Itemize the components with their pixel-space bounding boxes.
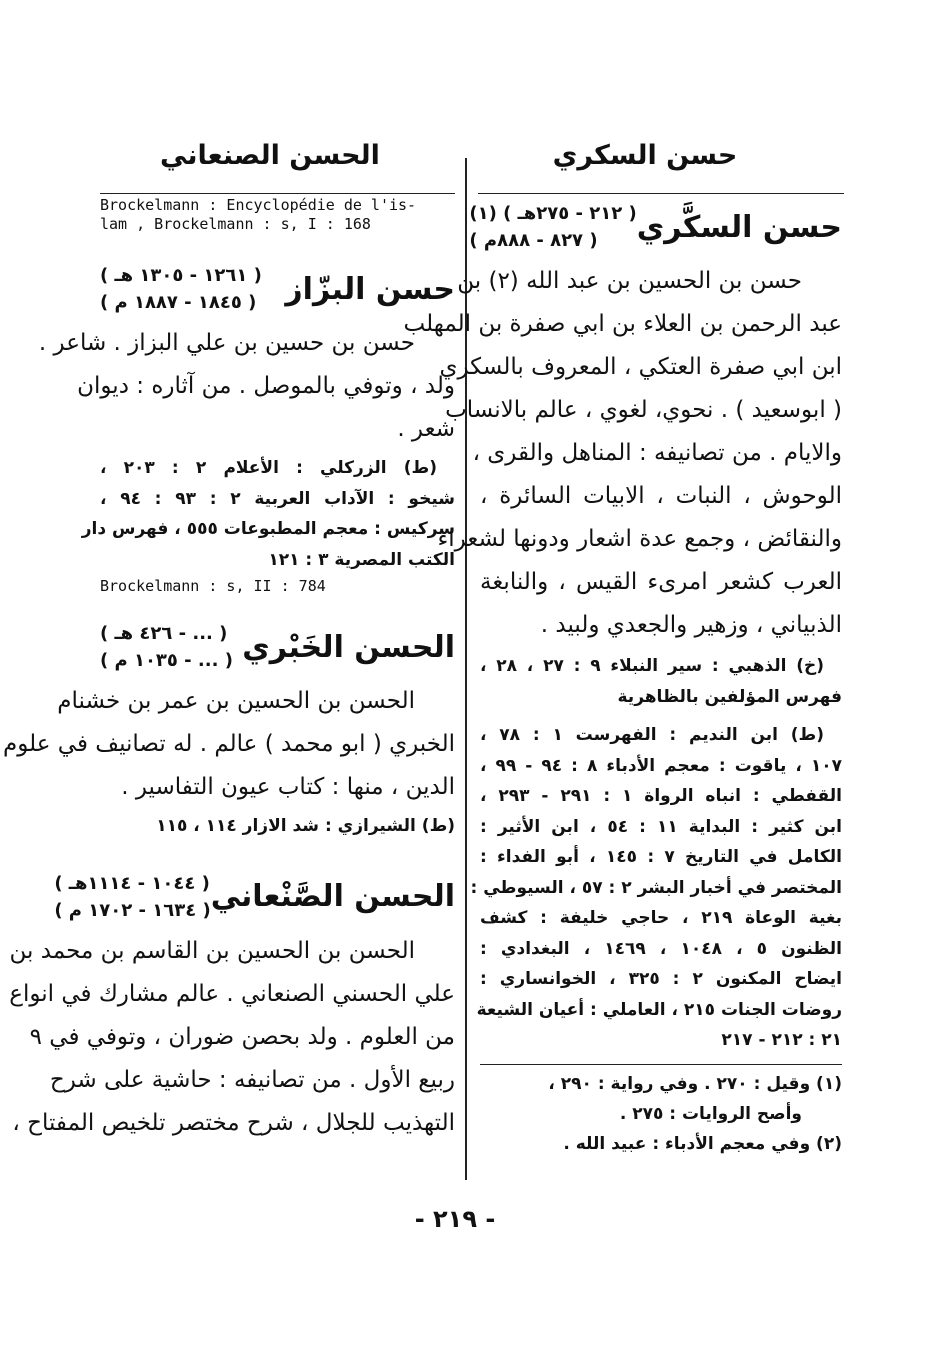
latin-ref-line: Brockelmann : s, II : 784 (100, 577, 326, 595)
entry-name: الحسن الخَبْري (242, 629, 455, 665)
body-line: عبد الرحمن بن العلاء بن ابي صفرة بن المهلب (403, 311, 842, 337)
dates-hijri: ( ١٢٦١ - ١٣٠٥ هـ ) (100, 265, 262, 286)
entry-heading (54, 870, 455, 924)
body-line: الخبري ( ابو محمد ) عالم . له تصانيف في علوم (3, 731, 455, 757)
entry-name: الحسن الصَّنْعاني (210, 879, 455, 914)
entry-name: حسن السكَّري (636, 209, 842, 245)
ref-line: روضات الجنات ٢١٥ ، العاملي : أعيان الشيعة (476, 999, 842, 1020)
ref-line: فهرس المؤلفين بالظاهرية (617, 686, 842, 707)
body-line: الحسن بن الحسين بن عمر بن خشنام (57, 688, 415, 714)
body-line: الدين ، منها : كتاب عيون التفاسير . (121, 774, 455, 800)
ref-line: شيخو : الآداب العربية ٢ : ٩٣ : ٩٤ ، (100, 488, 455, 509)
entry-references (81, 453, 455, 575)
ref-line: ١٠٧ ، ياقوت : معجم الأدباء ٨ : ٩٤ - ٩٩ ، (480, 755, 842, 776)
body-line: الحسن بن الحسين بن القاسم بن محمد بن (9, 937, 415, 964)
dates-gregorian: ( ١٨٤٥ - ١٨٨٧ م ) (100, 292, 257, 313)
body-line: حسن بن حسين بن علي البزاز . شاعر . (38, 330, 415, 356)
entry-body (9, 930, 455, 1145)
left-column (3, 196, 455, 1145)
entry-body (3, 680, 455, 809)
ref-line: ٢١ : ٢١٢ - ٢١٧ (721, 1030, 842, 1050)
ref-line: بغية الوعاة ٢١٩ ، حاجي خليفة : كشف (480, 908, 842, 928)
footnote-rule (480, 1064, 842, 1065)
ref-line: المختصر في أخبار البشر ٢ : ٥٧ ، السيوطي : (470, 877, 842, 898)
entry-dates (54, 870, 210, 924)
entry-dates (100, 620, 233, 674)
ref-line: الكتب المصرية ٣ : ١٢١ (268, 549, 455, 570)
ref-line: ابن كثير : البداية ١١ : ٥٤ ، ابن الأثير : (480, 816, 843, 837)
body-line: والنقائض ، وجمع عدة اشعار ودونها لشعراء (437, 526, 842, 552)
dates-gregorian: ( ٨٢٧ - ٨٨٨م ) (469, 230, 598, 251)
dates-hijri: ( ٢١٢ - ٢٧٥هـ ) (١) (469, 203, 637, 224)
body-line: علي الحسني الصنعاني . عالم مشارك في انواع (9, 980, 455, 1007)
ref-line: الكامل في التاريخ ٧ : ١٤٥ ، أبو الفداء : (480, 847, 842, 867)
dates-gregorian: ( ١٦٣٤ - ١٧٠٢ م ) (54, 899, 211, 921)
entry-references (100, 811, 455, 842)
ref-line: القفطي : انباه الرواة ١ : ٢٩١ - ٢٩٣ ، (480, 786, 842, 806)
body-line: حسن بن الحسين بن عبد الله (٢) بن (457, 268, 802, 294)
entry-dates (469, 200, 636, 254)
ref-line: ايضاح المكنون ٢ : ٣٢٥ ، الخوانساري : (480, 969, 842, 989)
ref-line: (ط) الشيرازي : شد الازار ١١٤ ، ١١٥ (156, 816, 455, 836)
header-rule-left (100, 193, 455, 194)
right-column (403, 196, 843, 1159)
body-line: ( ابوسعيد ) . نحوي، لغوي ، عالم بالانساب (445, 397, 842, 423)
running-header-right: حسن السكري (552, 140, 738, 171)
ref-line: سركيس : معجم المطبوعات ٥٥٥ ، فهرس دار (81, 519, 455, 539)
footnote: وأصح الروايات : ٢٧٥ . (619, 1103, 802, 1124)
entry-heading (469, 200, 842, 254)
footnote: (١) وقيل : ٢٧٠ . وفي رواية : ٢٩٠ ، (548, 1073, 842, 1094)
body-line: والايام . من تصانيفه : المناهل والقرى ، (472, 440, 842, 466)
body-line: الذبياني ، وزهير والجعدي ولبيد . (540, 612, 842, 638)
body-line: ولد ، وتوفي بالموصل . من آثاره : ديوان (77, 373, 455, 399)
latin-references (100, 196, 455, 234)
body-line: ربيع الأول . من تصانيفه : حاشية على شرح (49, 1066, 455, 1093)
running-header-left: الحسن الصنعاني (160, 140, 380, 171)
entry-name: حسن البزّاز (285, 271, 455, 307)
ref-line: الظنون ٥ ، ١٠٤٨ ، ١٤٦٩ ، البغدادي : (480, 938, 843, 959)
body-line: التهذيب للجلال ، شرح مختصر تلخيص المفتاح ، (12, 1109, 455, 1136)
ref-line: (ط) ابن النديم : الفهرست ١ : ٧٨ ، (480, 725, 824, 745)
entry-heading (100, 262, 455, 316)
dates-gregorian: ( ... - ١٠٣٥ م ) (100, 650, 233, 671)
latin-ref-line: lam , Brockelmann : s, I : 168 (100, 215, 371, 233)
body-line: العرب كشعر امرىء القيس ، والنابغة (480, 569, 842, 595)
entry-dates (100, 262, 262, 316)
entry-body (38, 322, 455, 451)
page-number: - ٢١٩ - (414, 1205, 496, 1233)
ref-line: (ط) الزركلي : الأعلام ٢ : ٢٠٣ ، (100, 458, 437, 478)
dates-hijri: ( ... - ٤٢٦ هـ ) (100, 623, 228, 644)
body-line: الوحوش ، النبات ، الابيات السائرة ، (480, 483, 842, 509)
footnote: (٢) وفي معجم الأدباء : عبيد الله . (563, 1133, 842, 1154)
body-line: شعر . (397, 416, 455, 442)
header-rule-right (478, 193, 844, 194)
entry-references (470, 651, 843, 1056)
dates-hijri: ( ١٠٤٤ - ١١١٤هـ ) (54, 872, 210, 894)
ref-line: (خ) الذهبي : سير النبلاء ٩ : ٢٧ ، ٢٨ ، (480, 656, 824, 676)
body-line: ابن ابي صفرة العتكي ، المعروف بالسكري (439, 354, 842, 380)
latin-ref-line: Brockelmann : Encyclopédie de l'is- (100, 196, 417, 214)
footnotes (480, 1069, 842, 1159)
entry-heading (100, 620, 455, 674)
body-line: من العلوم . ولد بحصن ضوران ، وتوفي في ٩ (29, 1023, 455, 1050)
entry-body (403, 260, 842, 647)
